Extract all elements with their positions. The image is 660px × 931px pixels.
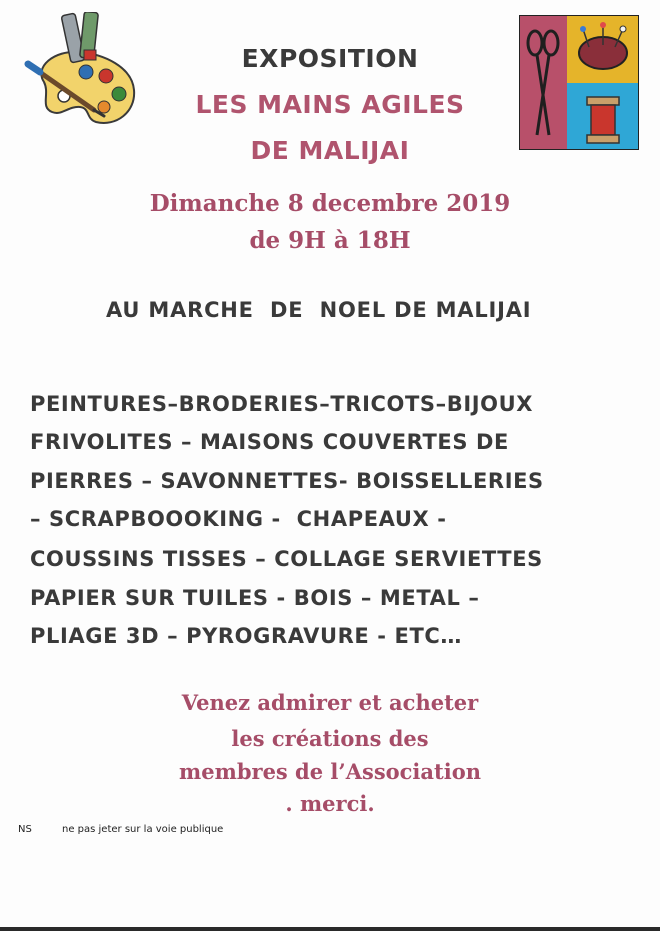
- paint-palette-icon: [24, 12, 142, 140]
- page-bottom-edge: [0, 927, 660, 931]
- activities-line: PLIAGE 3D – PYROGRAVURE - ETC…: [30, 624, 462, 648]
- activities-line: FRIVOLITES – MAISONS COUVERTES DE: [30, 430, 509, 454]
- invitation-line: Venez admirer et acheter: [181, 690, 479, 715]
- disposal-notice: ne pas jeter sur la voie publique: [62, 824, 224, 835]
- exposition-title: EXPOSITION: [241, 44, 419, 73]
- association-name: LES MAINS AGILES: [195, 90, 465, 119]
- activities-line: – SCRAPBOOOKING - CHAPEAUX -: [30, 507, 447, 531]
- activities-line: COUSSINS TISSES – COLLAGE SERVIETTES: [30, 547, 543, 571]
- association-town: DE MALIJAI: [250, 136, 410, 165]
- invitation-line: membres de l’Association: [179, 759, 481, 784]
- invitation-line: les créations des: [231, 726, 429, 751]
- event-date: Dimanche 8 decembre 2019: [149, 190, 511, 217]
- event-hours: de 9H à 18H: [249, 227, 411, 254]
- activities-line: PIERRES – SAVONNETTES- BOISSELLERIES: [30, 469, 544, 493]
- sewing-collage-icon: [519, 15, 639, 150]
- thanks-line: . merci.: [285, 791, 375, 816]
- author-initials: NS: [18, 824, 32, 835]
- activities-line: PAPIER SUR TUILES - BOIS – METAL –: [30, 586, 480, 610]
- event-location: AU MARCHE DE NOEL DE MALIJAI: [106, 298, 532, 322]
- activities-line: PEINTURES–BRODERIES–TRICOTS–BIJOUX: [30, 392, 534, 416]
